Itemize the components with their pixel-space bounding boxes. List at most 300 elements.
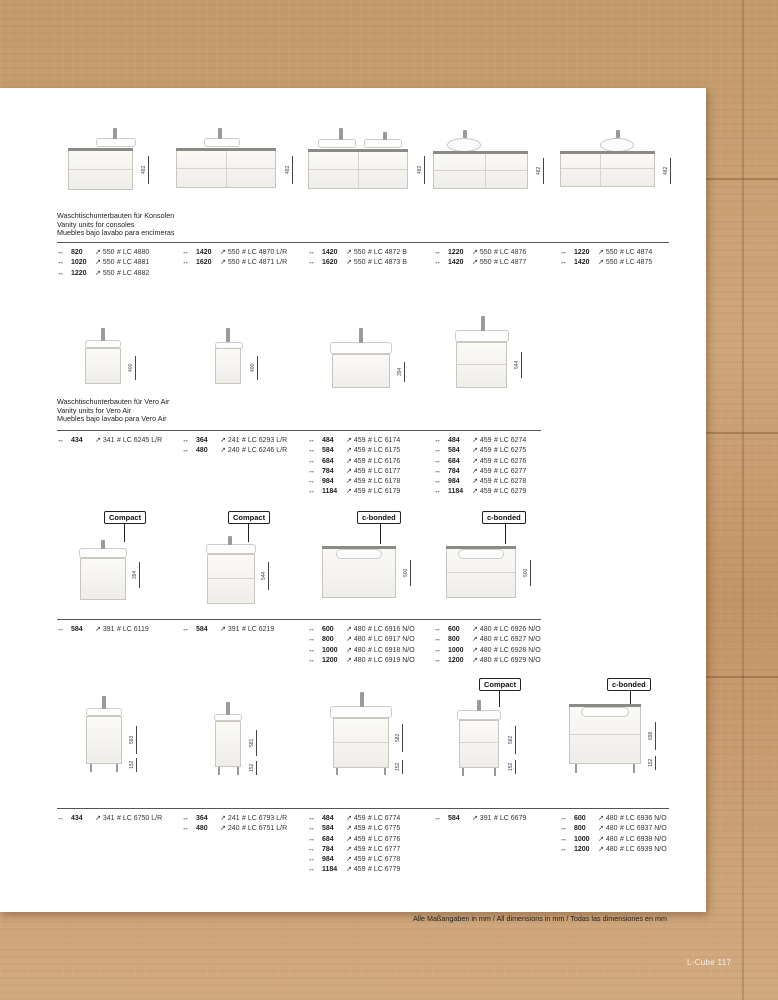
diagonal-arrow-icon: ↗ bbox=[472, 447, 478, 455]
left-right-arrow-icon: ↔ bbox=[57, 249, 64, 256]
article-code: # LC 4874 bbox=[620, 249, 653, 256]
depth-value: ↗ 459 bbox=[472, 467, 492, 475]
diagonal-arrow-icon: ↗ bbox=[472, 259, 478, 267]
width-value: 1184 bbox=[322, 866, 338, 874]
article-code: # LC 6916 N/O bbox=[368, 626, 415, 633]
spec-line bbox=[308, 477, 400, 487]
diagonal-arrow-icon: ↗ bbox=[346, 845, 352, 853]
width-value: 584 bbox=[322, 825, 334, 833]
section-title-vero-air: Waschtischunterbauten für Vero Air Vanity units for Vero Air Muebles bajo lavabo para Vero Air bbox=[57, 397, 170, 424]
left-right-arrow-icon: ↔ bbox=[308, 457, 315, 465]
width-value: 800 bbox=[448, 636, 460, 644]
diagonal-arrow-icon: ↗ bbox=[472, 646, 478, 654]
article-code: # LC 4876 bbox=[494, 249, 527, 256]
leg-height-dimension: 152 bbox=[128, 758, 137, 772]
diagonal-arrow-icon: ↗ bbox=[598, 815, 604, 822]
article-code: # LC 4875 bbox=[620, 259, 653, 267]
depth-value: ↗ 240 bbox=[220, 447, 240, 455]
article-code: # LC 6750 L/R bbox=[117, 815, 163, 822]
section-divider bbox=[57, 619, 541, 620]
depth-value: ↗ 480 bbox=[598, 835, 618, 843]
depth-value: ↗ 459 bbox=[346, 856, 366, 864]
spec-line bbox=[560, 258, 652, 268]
depth-value: ↗ 459 bbox=[346, 447, 366, 455]
left-right-arrow-icon: ↔ bbox=[308, 259, 315, 267]
left-right-arrow-icon: ↔ bbox=[308, 646, 315, 654]
width-value: 364 bbox=[196, 815, 208, 822]
diagonal-arrow-icon: ↗ bbox=[346, 249, 352, 256]
spec-line bbox=[560, 248, 652, 258]
spec-line bbox=[57, 625, 149, 635]
depth-value: ↗ 459 bbox=[472, 457, 492, 465]
spec-line bbox=[434, 814, 526, 824]
height-dimension: 582 bbox=[507, 726, 516, 754]
width-value: 684 bbox=[448, 457, 460, 465]
width-value: 684 bbox=[322, 835, 334, 843]
spec-line bbox=[57, 814, 162, 824]
depth-value: ↗ 459 bbox=[472, 478, 492, 486]
depth-value: ↗ 459 bbox=[346, 866, 366, 874]
left-right-arrow-icon: ↔ bbox=[560, 815, 567, 822]
depth-value: ↗ 480 bbox=[346, 636, 366, 644]
diagonal-arrow-icon: ↗ bbox=[220, 259, 226, 267]
depth-value: ↗ 241 bbox=[220, 437, 240, 444]
height-dimension: 544 bbox=[260, 562, 269, 590]
depth-value: ↗ 341 bbox=[95, 437, 115, 444]
spec-line bbox=[308, 845, 400, 855]
spec-line bbox=[308, 855, 400, 865]
diagonal-arrow-icon: ↗ bbox=[598, 845, 604, 853]
left-right-arrow-icon: ↔ bbox=[434, 656, 441, 664]
spec-list bbox=[308, 814, 400, 876]
left-right-arrow-icon: ↔ bbox=[57, 269, 64, 277]
depth-value: ↗ 391 bbox=[472, 815, 492, 822]
badge-pointer bbox=[124, 524, 125, 542]
section-title-consoles: Waschtischunterbauten für Konsolen Vanity units for consoles Muebles bajo lavabo para encimeras bbox=[57, 211, 175, 238]
article-code: # LC 6175 bbox=[368, 447, 401, 455]
spec-list bbox=[308, 436, 400, 498]
depth-value: ↗ 459 bbox=[346, 835, 366, 843]
depth-value: ↗ 550 bbox=[472, 249, 492, 256]
article-code: # LC 6917 N/O bbox=[368, 636, 415, 644]
height-dimension: 482 bbox=[140, 156, 149, 184]
spec-line bbox=[182, 814, 287, 824]
spec-list bbox=[57, 814, 162, 824]
left-right-arrow-icon: ↔ bbox=[434, 259, 441, 267]
width-value: 1000 bbox=[322, 646, 338, 654]
article-code: # LC 6778 bbox=[368, 856, 401, 864]
spec-list bbox=[182, 814, 287, 835]
spec-line bbox=[560, 835, 667, 845]
height-dimension: 698 bbox=[647, 722, 656, 750]
leg-height-dimension: 152 bbox=[394, 760, 403, 774]
spec-line bbox=[434, 248, 526, 258]
depth-value: ↗ 459 bbox=[346, 825, 366, 833]
spec-line bbox=[308, 457, 400, 467]
diagonal-arrow-icon: ↗ bbox=[346, 478, 352, 486]
article-code: # LC 6937 N/O bbox=[620, 825, 667, 833]
c-bonded-badge: c-bonded bbox=[357, 511, 401, 524]
spec-line bbox=[434, 477, 526, 487]
width-value: 600 bbox=[574, 815, 586, 822]
height-dimension: 394 bbox=[131, 562, 140, 588]
spec-list bbox=[308, 625, 415, 666]
diagonal-arrow-icon: ↗ bbox=[346, 825, 352, 833]
article-code: # LC 6245 L/R bbox=[117, 437, 163, 444]
depth-value: ↗ 391 bbox=[220, 626, 240, 633]
diagonal-arrow-icon: ↗ bbox=[346, 488, 352, 496]
left-right-arrow-icon: ↔ bbox=[57, 815, 64, 822]
spec-line bbox=[182, 258, 287, 268]
depth-value: ↗ 240 bbox=[220, 825, 240, 833]
diagonal-arrow-icon: ↗ bbox=[472, 437, 478, 444]
depth-value: ↗ 480 bbox=[598, 815, 618, 822]
width-value: 434 bbox=[71, 437, 83, 444]
diagonal-arrow-icon: ↗ bbox=[346, 467, 352, 475]
article-code: # LC 4880 bbox=[117, 249, 150, 256]
left-right-arrow-icon: ↔ bbox=[182, 815, 189, 822]
page-number: L-Cube 117 bbox=[687, 958, 732, 967]
spec-line bbox=[308, 865, 400, 875]
spec-line bbox=[308, 446, 400, 456]
depth-value: ↗ 480 bbox=[598, 845, 618, 853]
floor-plank-seam bbox=[742, 0, 744, 1000]
spec-line bbox=[57, 436, 162, 446]
left-right-arrow-icon: ↔ bbox=[182, 259, 189, 267]
article-code: # LC 6174 bbox=[368, 437, 401, 444]
spec-list bbox=[57, 625, 149, 635]
diagonal-arrow-icon: ↗ bbox=[346, 447, 352, 455]
depth-value: ↗ 480 bbox=[472, 636, 492, 644]
article-code: # LC 6936 N/O bbox=[620, 815, 667, 822]
depth-value: ↗ 480 bbox=[472, 626, 492, 633]
height-dimension: 482 bbox=[284, 156, 293, 184]
spec-list bbox=[434, 436, 526, 498]
section-divider bbox=[57, 430, 541, 431]
article-code: # LC 6928 N/O bbox=[494, 646, 541, 654]
spec-list bbox=[57, 436, 162, 446]
spec-line bbox=[182, 436, 287, 446]
width-value: 600 bbox=[448, 626, 460, 633]
depth-value: ↗ 459 bbox=[346, 478, 366, 486]
dimensions-footnote: Alle Maßangaben in mm / All dimensions in mm / Todas las dimensiones en mm bbox=[413, 914, 667, 923]
depth-value: ↗ 459 bbox=[472, 447, 492, 455]
diagonal-arrow-icon: ↗ bbox=[346, 457, 352, 465]
spec-list bbox=[560, 814, 667, 855]
depth-value: ↗ 459 bbox=[472, 488, 492, 496]
diagonal-arrow-icon: ↗ bbox=[472, 815, 478, 822]
diagonal-arrow-icon: ↗ bbox=[346, 437, 352, 444]
badge-pointer bbox=[499, 691, 500, 707]
left-right-arrow-icon: ↔ bbox=[434, 467, 441, 475]
height-dimension: 500 bbox=[402, 560, 411, 586]
width-value: 984 bbox=[448, 478, 460, 486]
left-right-arrow-icon: ↔ bbox=[308, 866, 315, 874]
diagonal-arrow-icon: ↗ bbox=[598, 259, 604, 267]
depth-value: ↗ 459 bbox=[472, 437, 492, 444]
spec-list bbox=[560, 248, 652, 269]
spec-line bbox=[308, 646, 415, 656]
spec-line bbox=[560, 845, 667, 855]
left-right-arrow-icon: ↔ bbox=[57, 437, 64, 444]
spec-line bbox=[434, 457, 526, 467]
spec-line bbox=[182, 625, 274, 635]
width-value: 584 bbox=[448, 815, 460, 822]
width-value: 1000 bbox=[574, 835, 590, 843]
height-dimension: 482 bbox=[662, 158, 671, 184]
article-code: # LC 6776 bbox=[368, 835, 401, 843]
left-right-arrow-icon: ↔ bbox=[308, 845, 315, 853]
diagonal-arrow-icon: ↗ bbox=[95, 249, 101, 256]
depth-value: ↗ 459 bbox=[346, 845, 366, 853]
article-code: # LC 6177 bbox=[368, 467, 401, 475]
left-right-arrow-icon: ↔ bbox=[434, 249, 441, 256]
diagonal-arrow-icon: ↗ bbox=[220, 815, 226, 822]
diagonal-arrow-icon: ↗ bbox=[346, 259, 352, 267]
left-right-arrow-icon: ↔ bbox=[434, 447, 441, 455]
height-dimension: 394 bbox=[396, 362, 405, 382]
width-value: 684 bbox=[322, 457, 334, 465]
width-value: 1420 bbox=[448, 259, 464, 267]
spec-list bbox=[182, 436, 287, 457]
spec-line bbox=[560, 814, 667, 824]
article-code: # LC 6176 bbox=[368, 457, 401, 465]
width-value: 484 bbox=[448, 437, 460, 444]
article-code: # LC 6279 bbox=[494, 488, 527, 496]
spec-line bbox=[308, 258, 407, 268]
article-code: # LC 6277 bbox=[494, 467, 527, 475]
article-code: # LC 4877 bbox=[494, 259, 527, 267]
depth-value: ↗ 550 bbox=[598, 259, 618, 267]
depth-value: ↗ 459 bbox=[346, 457, 366, 465]
spec-line bbox=[57, 248, 149, 258]
spec-line bbox=[182, 446, 287, 456]
left-right-arrow-icon: ↔ bbox=[434, 815, 441, 822]
article-code: # LC 6774 bbox=[368, 815, 401, 822]
article-code: # LC 6219 bbox=[242, 626, 275, 633]
diagonal-arrow-icon: ↗ bbox=[472, 636, 478, 644]
article-code: # LC 6775 bbox=[368, 825, 401, 833]
width-value: 1420 bbox=[196, 249, 212, 256]
diagonal-arrow-icon: ↗ bbox=[95, 437, 101, 444]
depth-value: ↗ 550 bbox=[472, 259, 492, 267]
diagonal-arrow-icon: ↗ bbox=[346, 866, 352, 874]
spec-line bbox=[434, 487, 526, 497]
left-right-arrow-icon: ↔ bbox=[308, 626, 315, 633]
article-code: # LC 6276 bbox=[494, 457, 527, 465]
spec-list bbox=[434, 814, 526, 824]
article-code: # LC 4882 bbox=[117, 269, 150, 277]
depth-value: ↗ 550 bbox=[95, 269, 115, 277]
height-dimension: 400 bbox=[249, 356, 258, 380]
width-value: 484 bbox=[322, 815, 334, 822]
width-value: 1184 bbox=[322, 488, 338, 496]
width-value: 584 bbox=[448, 447, 460, 455]
width-value: 1200 bbox=[574, 845, 590, 853]
width-value: 820 bbox=[71, 249, 83, 256]
leg-height-dimension: 152 bbox=[248, 761, 257, 775]
diagonal-arrow-icon: ↗ bbox=[346, 646, 352, 654]
width-value: 784 bbox=[448, 467, 460, 475]
left-right-arrow-icon: ↔ bbox=[434, 636, 441, 644]
width-value: 1000 bbox=[448, 646, 464, 654]
article-code: # LC 4870 L/R bbox=[242, 249, 288, 256]
diagonal-arrow-icon: ↗ bbox=[220, 447, 226, 455]
diagonal-arrow-icon: ↗ bbox=[346, 835, 352, 843]
article-code: # LC 4873 B bbox=[368, 259, 407, 267]
spec-line bbox=[308, 635, 415, 645]
height-dimension: 593 bbox=[128, 726, 137, 754]
depth-value: ↗ 391 bbox=[95, 626, 115, 633]
width-value: 1020 bbox=[71, 259, 87, 267]
diagonal-arrow-icon: ↗ bbox=[472, 488, 478, 496]
diagonal-arrow-icon: ↗ bbox=[472, 249, 478, 256]
width-value: 1420 bbox=[574, 259, 590, 267]
depth-value: ↗ 459 bbox=[346, 488, 366, 496]
left-right-arrow-icon: ↔ bbox=[57, 259, 64, 267]
left-right-arrow-icon: ↔ bbox=[434, 626, 441, 633]
spec-line bbox=[182, 248, 287, 258]
compact-badge: Compact bbox=[228, 511, 270, 524]
depth-value: ↗ 459 bbox=[346, 467, 366, 475]
left-right-arrow-icon: ↔ bbox=[57, 626, 64, 633]
badge-pointer bbox=[505, 524, 506, 544]
depth-value: ↗ 459 bbox=[346, 437, 366, 444]
diagonal-arrow-icon: ↗ bbox=[346, 636, 352, 644]
spec-line bbox=[308, 248, 407, 258]
width-value: 480 bbox=[196, 825, 208, 833]
section-divider bbox=[57, 808, 669, 809]
leg-height-dimension: 152 bbox=[507, 760, 516, 774]
width-value: 1220 bbox=[574, 249, 590, 256]
diagonal-arrow-icon: ↗ bbox=[472, 656, 478, 664]
width-value: 784 bbox=[322, 845, 334, 853]
depth-value: ↗ 480 bbox=[472, 646, 492, 654]
depth-value: ↗ 550 bbox=[220, 249, 240, 256]
spec-line bbox=[434, 625, 541, 635]
spec-line bbox=[560, 824, 667, 834]
height-dimension: 544 bbox=[513, 352, 522, 378]
article-code: # LC 6275 bbox=[494, 447, 527, 455]
diagonal-arrow-icon: ↗ bbox=[472, 626, 478, 633]
depth-value: ↗ 480 bbox=[346, 646, 366, 654]
diagonal-arrow-icon: ↗ bbox=[472, 478, 478, 486]
compact-badge: Compact bbox=[479, 678, 521, 691]
width-value: 800 bbox=[574, 825, 586, 833]
depth-value: ↗ 550 bbox=[220, 259, 240, 267]
diagonal-arrow-icon: ↗ bbox=[95, 259, 101, 267]
diagonal-arrow-icon: ↗ bbox=[220, 626, 226, 633]
badge-pointer bbox=[630, 691, 631, 705]
width-value: 1420 bbox=[322, 249, 338, 256]
article-code: # LC 6751 L/R bbox=[242, 825, 288, 833]
diagonal-arrow-icon: ↗ bbox=[472, 467, 478, 475]
left-right-arrow-icon: ↔ bbox=[308, 815, 315, 822]
left-right-arrow-icon: ↔ bbox=[308, 825, 315, 833]
compact-badge: Compact bbox=[104, 511, 146, 524]
spec-line bbox=[308, 656, 415, 666]
depth-value: ↗ 341 bbox=[95, 815, 115, 822]
left-right-arrow-icon: ↔ bbox=[308, 488, 315, 496]
height-dimension: 482 bbox=[416, 156, 425, 184]
left-right-arrow-icon: ↔ bbox=[434, 646, 441, 654]
width-value: 1620 bbox=[196, 259, 212, 267]
article-code: # LC 4881 bbox=[117, 259, 150, 267]
spec-line bbox=[308, 824, 400, 834]
article-code: # LC 6777 bbox=[368, 845, 401, 853]
spec-list bbox=[182, 248, 287, 269]
spec-list bbox=[57, 248, 149, 279]
spec-line bbox=[434, 646, 541, 656]
height-dimension: 400 bbox=[127, 356, 136, 380]
height-dimension: 500 bbox=[522, 560, 531, 586]
left-right-arrow-icon: ↔ bbox=[560, 825, 567, 833]
height-dimension: 482 bbox=[535, 158, 544, 184]
article-code: # LC 6793 L/R bbox=[242, 815, 288, 822]
spec-line bbox=[308, 467, 400, 477]
article-code: # LC 6679 bbox=[494, 815, 527, 822]
article-code: # LC 6246 L/R bbox=[242, 447, 288, 455]
width-value: 584 bbox=[196, 626, 208, 633]
diagonal-arrow-icon: ↗ bbox=[346, 815, 352, 822]
diagonal-arrow-icon: ↗ bbox=[346, 656, 352, 664]
badge-pointer bbox=[380, 524, 381, 544]
leg-height-dimension: 152 bbox=[647, 756, 656, 770]
spec-list bbox=[434, 248, 526, 269]
diagonal-arrow-icon: ↗ bbox=[598, 249, 604, 256]
depth-value: ↗ 241 bbox=[220, 815, 240, 822]
article-code: # LC 6293 L/R bbox=[242, 437, 288, 444]
diagonal-arrow-icon: ↗ bbox=[220, 249, 226, 256]
article-code: # LC 4872 B bbox=[368, 249, 407, 256]
left-right-arrow-icon: ↔ bbox=[308, 478, 315, 486]
left-right-arrow-icon: ↔ bbox=[182, 249, 189, 256]
article-code: # LC 6926 N/O bbox=[494, 626, 541, 633]
article-code: # LC 6938 N/O bbox=[620, 835, 667, 843]
depth-value: ↗ 550 bbox=[346, 259, 366, 267]
spec-list bbox=[182, 625, 274, 635]
width-value: 584 bbox=[71, 626, 83, 633]
left-right-arrow-icon: ↔ bbox=[308, 656, 315, 664]
depth-value: ↗ 550 bbox=[95, 259, 115, 267]
diagonal-arrow-icon: ↗ bbox=[95, 815, 101, 822]
left-right-arrow-icon: ↔ bbox=[434, 478, 441, 486]
left-right-arrow-icon: ↔ bbox=[434, 488, 441, 496]
diagonal-arrow-icon: ↗ bbox=[95, 626, 101, 633]
height-dimension: 582 bbox=[394, 724, 403, 752]
c-bonded-badge: c-bonded bbox=[482, 511, 526, 524]
width-value: 1200 bbox=[322, 656, 338, 664]
spec-line bbox=[308, 487, 400, 497]
article-code: # LC 6927 N/O bbox=[494, 636, 541, 644]
depth-value: ↗ 550 bbox=[346, 249, 366, 256]
diagonal-arrow-icon: ↗ bbox=[472, 457, 478, 465]
left-right-arrow-icon: ↔ bbox=[308, 636, 315, 644]
depth-value: ↗ 480 bbox=[346, 626, 366, 633]
article-code: # LC 6178 bbox=[368, 478, 401, 486]
article-code: # LC 6119 bbox=[117, 626, 149, 633]
height-dimension: 581 bbox=[248, 730, 257, 756]
left-right-arrow-icon: ↔ bbox=[560, 259, 567, 267]
article-code: # LC 6274 bbox=[494, 437, 527, 444]
width-value: 1184 bbox=[448, 488, 464, 496]
width-value: 1200 bbox=[448, 656, 464, 664]
c-bonded-badge: c-bonded bbox=[607, 678, 651, 691]
left-right-arrow-icon: ↔ bbox=[308, 447, 315, 455]
width-value: 434 bbox=[71, 815, 83, 822]
depth-value: ↗ 459 bbox=[346, 815, 366, 822]
spec-line bbox=[57, 269, 149, 279]
